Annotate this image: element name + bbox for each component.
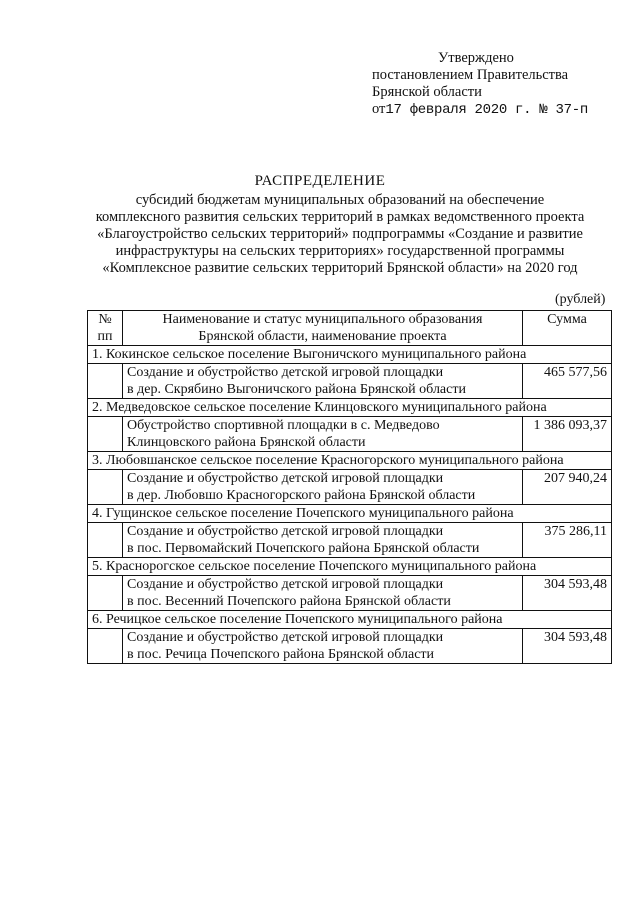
units-label: (рублей) (555, 292, 606, 307)
project-name-line1: Создание и обустройство детской игровой площадки (127, 471, 444, 486)
project-row (88, 364, 612, 399)
approval-block (372, 50, 588, 119)
approval-date: 17 февраля 2020 г. № 37-п (385, 102, 588, 118)
project-name (123, 470, 523, 505)
section-label: 6. Речицкое сельское поселение Почепского муниципального района (88, 611, 612, 629)
section-label: 4. Гущинское сельское поселение Почепского муниципального района (88, 505, 612, 523)
header-name-line1: Наименование и статус муниципального образования (162, 312, 483, 327)
project-name-line2: в пос. Речица Почепского района Брянской области (127, 647, 435, 662)
header-name (123, 311, 523, 346)
project-row (88, 576, 612, 611)
approval-line-1: Утверждено (438, 50, 514, 66)
project-amount: 304 593,48 (523, 629, 612, 664)
project-row (88, 629, 612, 664)
project-name (123, 523, 523, 558)
header-number (88, 311, 123, 346)
header-number-line1: № (98, 312, 112, 327)
project-row (88, 470, 612, 505)
project-name-line1: Обустройство спортивной площадки в с. Медведово (127, 418, 440, 433)
subtitle-line: субсидий бюджетам муниципальных образований на обеспечение (135, 192, 545, 208)
section-row (88, 558, 612, 576)
project-row (88, 417, 612, 452)
project-number-cell (88, 576, 123, 611)
approval-line-2: постановлением Правительства (372, 67, 569, 83)
subtitle-line: «Благоустройство сельских территорий» подпрограммы «Создание и развитие (97, 226, 583, 242)
project-name-line1: Создание и обустройство детской игровой площадки (127, 630, 444, 645)
project-name-line2: в пос. Весенний Почепского района Брянской области (127, 594, 451, 609)
document-subtitle (80, 192, 600, 277)
section-label: 2. Медведовское сельское поселение Клинцовского муниципального района (88, 399, 612, 417)
subtitle-line: комплексного развития сельских территорий в рамках ведомственного проекта (95, 209, 585, 225)
project-name (123, 364, 523, 399)
section-row (88, 399, 612, 417)
project-name (123, 629, 523, 664)
section-row (88, 346, 612, 364)
subtitle-line: инфраструктуры на сельских территориях» государственной программы (115, 243, 565, 259)
section-row (88, 452, 612, 470)
header-sum: Сумма (523, 311, 612, 346)
project-name-line2: в дер. Скрябино Выгоничского района Брянской области (127, 382, 466, 397)
project-number-cell (88, 523, 123, 558)
project-name-line1: Создание и обустройство детской игровой площадки (127, 577, 444, 592)
approval-line-3: Брянской области (372, 84, 482, 100)
project-amount: 375 286,11 (523, 523, 612, 558)
project-name-line1: Создание и обустройство детской игровой площадки (127, 365, 444, 380)
section-label: 5. Краснорогское сельское поселение Почепского муниципального района (88, 558, 612, 576)
project-name (123, 576, 523, 611)
header-number-line2: пп (97, 329, 113, 344)
header-name-line2: Брянской области, наименование проекта (198, 329, 447, 344)
section-label: 1. Кокинское сельское поселение Выгоничского муниципального района (88, 346, 612, 364)
project-amount: 1 386 093,37 (523, 417, 612, 452)
document-title: РАСПРЕДЕЛЕНИЕ (254, 173, 386, 189)
project-number-cell (88, 470, 123, 505)
project-name-line2: в пос. Первомайский Почепского района Брянской области (127, 541, 480, 556)
section-label: 3. Любовшанское сельское поселение Красногорского муниципального района (88, 452, 612, 470)
table-header-row (88, 311, 612, 346)
approval-line-4 (372, 101, 588, 119)
project-amount: 207 940,24 (523, 470, 612, 505)
project-name-line2: Клинцовского района Брянской области (127, 435, 366, 450)
approval-date-prefix: от (372, 101, 386, 117)
project-number-cell (88, 364, 123, 399)
project-name (123, 417, 523, 452)
distribution-table (87, 310, 612, 664)
project-number-cell (88, 629, 123, 664)
project-name-line1: Создание и обустройство детской игровой площадки (127, 524, 444, 539)
project-name-line2: в дер. Любовшо Красногорского района Брянской области (127, 488, 476, 503)
section-row (88, 611, 612, 629)
project-number-cell (88, 417, 123, 452)
project-amount: 304 593,48 (523, 576, 612, 611)
project-row (88, 523, 612, 558)
subtitle-line: «Комплексное развитие сельских территорий Брянской области» на 2020 год (102, 260, 578, 276)
section-row (88, 505, 612, 523)
project-amount: 465 577,56 (523, 364, 612, 399)
